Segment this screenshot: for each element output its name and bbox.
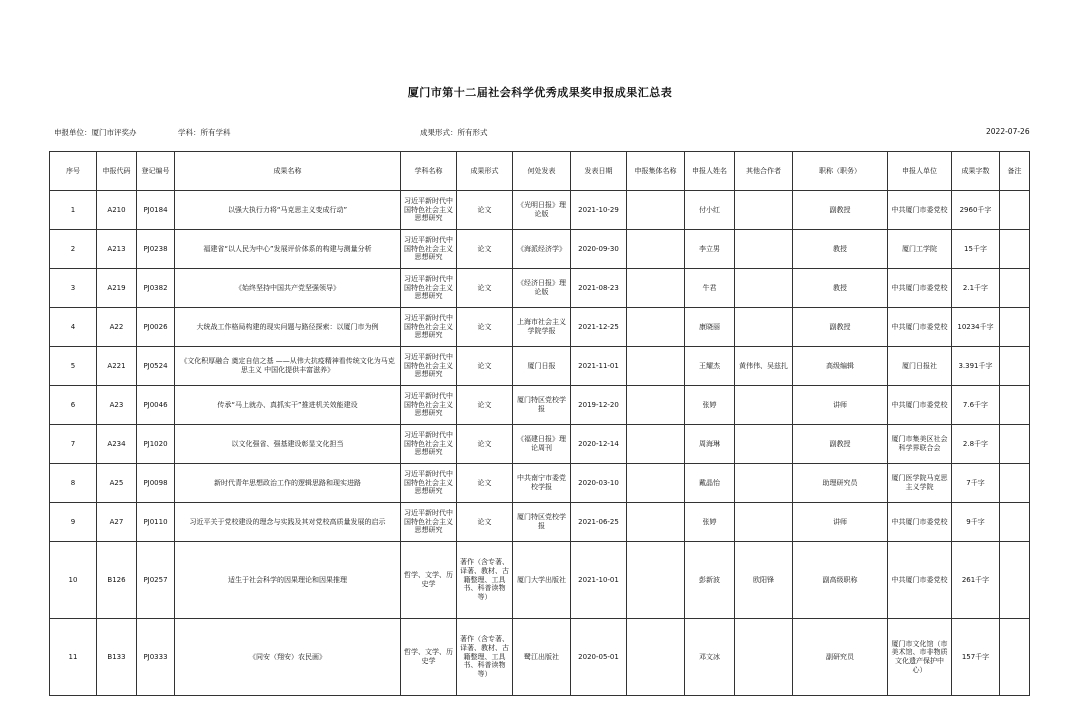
cell-published-in: 厦门特区党校学报 — [513, 386, 571, 425]
cell-form: 著作（含专著、译著、教材、古籍整理、工具书、科普读物等） — [457, 542, 513, 619]
cell-title: 以强大执行力将“马克思主义变成行动” — [175, 191, 401, 230]
cell-index: 1 — [50, 191, 97, 230]
cell-publish-date: 2019-12-20 — [571, 386, 627, 425]
col-header-index: 序号 — [50, 152, 97, 191]
cell-title: 《同安（翔安）农民画》 — [175, 619, 401, 696]
table-row — [50, 464, 1030, 503]
cell-collaborators — [735, 269, 793, 308]
cell-rank: 副教授 — [793, 308, 888, 347]
table-row — [50, 308, 1030, 347]
cell-published-in: 上海市社会主义学院学报 — [513, 308, 571, 347]
cell-affiliation: 中共厦门市委党校 — [888, 269, 952, 308]
cell-applicant: 张婷 — [685, 386, 735, 425]
table-row — [50, 425, 1030, 464]
cell-form: 论文 — [457, 386, 513, 425]
table-row — [50, 230, 1030, 269]
cell-affiliation: 厦门日报社 — [888, 347, 952, 386]
cell-publish-date: 2021-06-25 — [571, 503, 627, 542]
cell-form: 论文 — [457, 347, 513, 386]
cell-code: A210 — [97, 191, 137, 230]
cell-rank: 副教授 — [793, 191, 888, 230]
cell-code: B133 — [97, 619, 137, 696]
cell-affiliation: 厦门市文化馆（市美术馆、市非物质文化遗产保护中心） — [888, 619, 952, 696]
cell-remarks — [1000, 503, 1030, 542]
cell-form: 论文 — [457, 191, 513, 230]
cell-index: 3 — [50, 269, 97, 308]
cell-affiliation: 厦门工学院 — [888, 230, 952, 269]
cell-word-count: 9千字 — [952, 503, 1000, 542]
cell-applicant: 牛君 — [685, 269, 735, 308]
meta-unit: 申报单位：厦门市评奖办 — [54, 128, 137, 137]
cell-index: 11 — [50, 619, 97, 696]
summary-table — [49, 151, 1030, 696]
cell-applicant: 康晓丽 — [685, 308, 735, 347]
cell-published-in: 厦门日报 — [513, 347, 571, 386]
cell-word-count: 157千字 — [952, 619, 1000, 696]
cell-discipline: 习近平新时代中国特色社会主义思想研究 — [401, 425, 457, 464]
cell-remarks — [1000, 308, 1030, 347]
cell-rank: 副教授 — [793, 425, 888, 464]
cell-applicant: 戴晶怡 — [685, 464, 735, 503]
cell-rank: 教授 — [793, 230, 888, 269]
cell-title: 大统战工作格局构建的现实问题与路径探索：以厦门市为例 — [175, 308, 401, 347]
cell-publish-date: 2021-12-25 — [571, 308, 627, 347]
cell-reg-no: PJ0257 — [137, 542, 175, 619]
cell-collective — [627, 308, 685, 347]
cell-form: 论文 — [457, 230, 513, 269]
cell-word-count: 261千字 — [952, 542, 1000, 619]
cell-applicant: 邓文冰 — [685, 619, 735, 696]
cell-discipline: 习近平新时代中国特色社会主义思想研究 — [401, 347, 457, 386]
cell-discipline: 习近平新时代中国特色社会主义思想研究 — [401, 191, 457, 230]
cell-index: 8 — [50, 464, 97, 503]
cell-discipline: 哲学、文学、历史学 — [401, 542, 457, 619]
cell-index: 7 — [50, 425, 97, 464]
cell-word-count: 7千字 — [952, 464, 1000, 503]
cell-reg-no: PJ0382 — [137, 269, 175, 308]
cell-code: A22 — [97, 308, 137, 347]
cell-published-in: 厦门大学出版社 — [513, 542, 571, 619]
cell-discipline: 习近平新时代中国特色社会主义思想研究 — [401, 503, 457, 542]
cell-rank: 副高级职称 — [793, 542, 888, 619]
table-row — [50, 619, 1030, 696]
cell-applicant: 王耀杰 — [685, 347, 735, 386]
col-header-reg-no: 登记编号 — [137, 152, 175, 191]
cell-collective — [627, 386, 685, 425]
cell-reg-no: PJ0333 — [137, 619, 175, 696]
col-header-affiliation: 申报人单位 — [888, 152, 952, 191]
cell-index: 4 — [50, 308, 97, 347]
cell-publish-date: 2021-10-29 — [571, 191, 627, 230]
cell-reg-no: PJ0046 — [137, 386, 175, 425]
cell-collaborators — [735, 308, 793, 347]
cell-publish-date: 2021-08-23 — [571, 269, 627, 308]
cell-collaborators — [735, 619, 793, 696]
cell-published-in: 《福建日报》理论周刊 — [513, 425, 571, 464]
cell-published-in: 鹭江出版社 — [513, 619, 571, 696]
col-header-remarks: 备注 — [1000, 152, 1030, 191]
cell-collective — [627, 230, 685, 269]
table-row — [50, 503, 1030, 542]
cell-reg-no: PJ0098 — [137, 464, 175, 503]
cell-remarks — [1000, 425, 1030, 464]
cell-remarks — [1000, 542, 1030, 619]
cell-affiliation: 厦门市集美区社会科学界联合会 — [888, 425, 952, 464]
cell-affiliation: 厦门医学院马克思主义学院 — [888, 464, 952, 503]
cell-title: 福建省“以人民为中心”发展评价体系的构建与测量分析 — [175, 230, 401, 269]
meta-date: 2022-07-26 — [986, 127, 1030, 136]
cell-affiliation: 中共厦门市委党校 — [888, 386, 952, 425]
cell-title: 新时代青年思想政治工作的逻辑思路和现实进路 — [175, 464, 401, 503]
cell-affiliation: 中共厦门市委党校 — [888, 542, 952, 619]
cell-title: 习近平关于党校建设的理念与实践及其对党校高质量发展的启示 — [175, 503, 401, 542]
col-header-publish-date: 发表日期 — [571, 152, 627, 191]
cell-code: A23 — [97, 386, 137, 425]
cell-index: 5 — [50, 347, 97, 386]
cell-title: 以文化强省、强基建设彰显文化担当 — [175, 425, 401, 464]
cell-form: 论文 — [457, 464, 513, 503]
cell-affiliation: 中共厦门市委党校 — [888, 191, 952, 230]
cell-published-in: 厦门特区党校学报 — [513, 503, 571, 542]
cell-collective — [627, 269, 685, 308]
cell-collaborators — [735, 503, 793, 542]
cell-code: A25 — [97, 464, 137, 503]
cell-form: 论文 — [457, 308, 513, 347]
cell-discipline: 习近平新时代中国特色社会主义思想研究 — [401, 230, 457, 269]
cell-remarks — [1000, 269, 1030, 308]
cell-remarks — [1000, 230, 1030, 269]
cell-collaborators — [735, 386, 793, 425]
cell-publish-date: 2020-05-01 — [571, 619, 627, 696]
cell-code: A219 — [97, 269, 137, 308]
cell-remarks — [1000, 619, 1030, 696]
col-header-rank: 职称（职务） — [793, 152, 888, 191]
cell-rank: 助理研究员 — [793, 464, 888, 503]
cell-published-in: 《海派经济学》 — [513, 230, 571, 269]
table-row — [50, 347, 1030, 386]
cell-collaborators — [735, 230, 793, 269]
cell-collective — [627, 347, 685, 386]
cell-collective — [627, 542, 685, 619]
cell-code: A234 — [97, 425, 137, 464]
cell-title: 《始终坚持中国共产党坚强领导》 — [175, 269, 401, 308]
cell-discipline: 习近平新时代中国特色社会主义思想研究 — [401, 269, 457, 308]
cell-index: 6 — [50, 386, 97, 425]
cell-rank: 讲师 — [793, 386, 888, 425]
meta-form: 成果形式：所有形式 — [420, 128, 488, 137]
cell-publish-date: 2021-11-01 — [571, 347, 627, 386]
cell-code: A221 — [97, 347, 137, 386]
cell-collaborators — [735, 464, 793, 503]
col-header-code: 申报代码 — [97, 152, 137, 191]
cell-word-count: 10234千字 — [952, 308, 1000, 347]
cell-discipline: 习近平新时代中国特色社会主义思想研究 — [401, 464, 457, 503]
cell-collective — [627, 503, 685, 542]
table-row — [50, 386, 1030, 425]
cell-collaborators — [735, 191, 793, 230]
cell-applicant: 李立男 — [685, 230, 735, 269]
cell-collaborators — [735, 425, 793, 464]
cell-published-in: 《经济日报》理论版 — [513, 269, 571, 308]
cell-remarks — [1000, 464, 1030, 503]
cell-index: 2 — [50, 230, 97, 269]
cell-collective — [627, 619, 685, 696]
cell-collaborators: 欧阳锋 — [735, 542, 793, 619]
cell-affiliation: 中共厦门市委党校 — [888, 503, 952, 542]
cell-index: 9 — [50, 503, 97, 542]
col-header-discipline: 学科名称 — [401, 152, 457, 191]
cell-discipline: 习近平新时代中国特色社会主义思想研究 — [401, 308, 457, 347]
cell-form: 著作（含专著、译著、教材、古籍整理、工具书、科普读物等） — [457, 619, 513, 696]
cell-code: A27 — [97, 503, 137, 542]
cell-word-count: 3.391千字 — [952, 347, 1000, 386]
cell-applicant: 付小红 — [685, 191, 735, 230]
cell-applicant: 彭新波 — [685, 542, 735, 619]
cell-collaborators: 黄伟伟、吴兹扎 — [735, 347, 793, 386]
cell-title: 《文化积厚融合 奠定自信之基 ——从伟大抗疫精神看传统文化为马克思主义 中国化提供丰富滋养》 — [175, 347, 401, 386]
cell-rank: 副研究员 — [793, 619, 888, 696]
cell-word-count: 2.8千字 — [952, 425, 1000, 464]
cell-reg-no: PJ0026 — [137, 308, 175, 347]
cell-rank: 教授 — [793, 269, 888, 308]
cell-publish-date: 2020-09-30 — [571, 230, 627, 269]
cell-title: 适生于社会科学的因果理论和因果推理 — [175, 542, 401, 619]
cell-reg-no: PJ0184 — [137, 191, 175, 230]
cell-index: 10 — [50, 542, 97, 619]
cell-published-in: 中共南宁市委党校学报 — [513, 464, 571, 503]
meta-subject: 学科：所有学科 — [178, 128, 231, 137]
cell-discipline: 哲学、文学、历史学 — [401, 619, 457, 696]
cell-published-in: 《光明日报》理论版 — [513, 191, 571, 230]
cell-form: 论文 — [457, 503, 513, 542]
cell-publish-date: 2020-12-14 — [571, 425, 627, 464]
cell-title: 传承“马上就办、真抓实干”推进机关效能建设 — [175, 386, 401, 425]
col-header-word-count: 成果字数 — [952, 152, 1000, 191]
cell-reg-no: PJ0238 — [137, 230, 175, 269]
cell-applicant: 周海琳 — [685, 425, 735, 464]
cell-affiliation: 中共厦门市委党校 — [888, 308, 952, 347]
header-row — [50, 152, 1030, 191]
table-row — [50, 191, 1030, 230]
document-title: 厦门市第十二届社会科学优秀成果奖申报成果汇总表 — [407, 86, 673, 99]
cell-rank: 高级编辑 — [793, 347, 888, 386]
cell-word-count: 7.6千字 — [952, 386, 1000, 425]
col-header-applicant: 申报人姓名 — [685, 152, 735, 191]
cell-publish-date: 2020-03-10 — [571, 464, 627, 503]
cell-word-count: 2960千字 — [952, 191, 1000, 230]
cell-collective — [627, 425, 685, 464]
cell-collective — [627, 464, 685, 503]
table-row — [50, 269, 1030, 308]
cell-remarks — [1000, 191, 1030, 230]
cell-publish-date: 2021-10-01 — [571, 542, 627, 619]
cell-applicant: 张婷 — [685, 503, 735, 542]
cell-word-count: 15千字 — [952, 230, 1000, 269]
cell-code: A213 — [97, 230, 137, 269]
cell-discipline: 习近平新时代中国特色社会主义思想研究 — [401, 386, 457, 425]
col-header-collective: 申报集体名称 — [627, 152, 685, 191]
table-row — [50, 542, 1030, 619]
cell-rank: 讲师 — [793, 503, 888, 542]
cell-code: B126 — [97, 542, 137, 619]
col-header-collaborators: 其他合作者 — [735, 152, 793, 191]
cell-reg-no: PJ0110 — [137, 503, 175, 542]
col-header-published-in: 何处发表 — [513, 152, 571, 191]
col-header-title: 成果名称 — [175, 152, 401, 191]
cell-reg-no: PJ0524 — [137, 347, 175, 386]
cell-form: 论文 — [457, 269, 513, 308]
cell-remarks — [1000, 386, 1030, 425]
cell-word-count: 2.1千字 — [952, 269, 1000, 308]
cell-reg-no: PJ1020 — [137, 425, 175, 464]
cell-remarks — [1000, 347, 1030, 386]
cell-form: 论文 — [457, 425, 513, 464]
cell-collective — [627, 191, 685, 230]
col-header-form: 成果形式 — [457, 152, 513, 191]
